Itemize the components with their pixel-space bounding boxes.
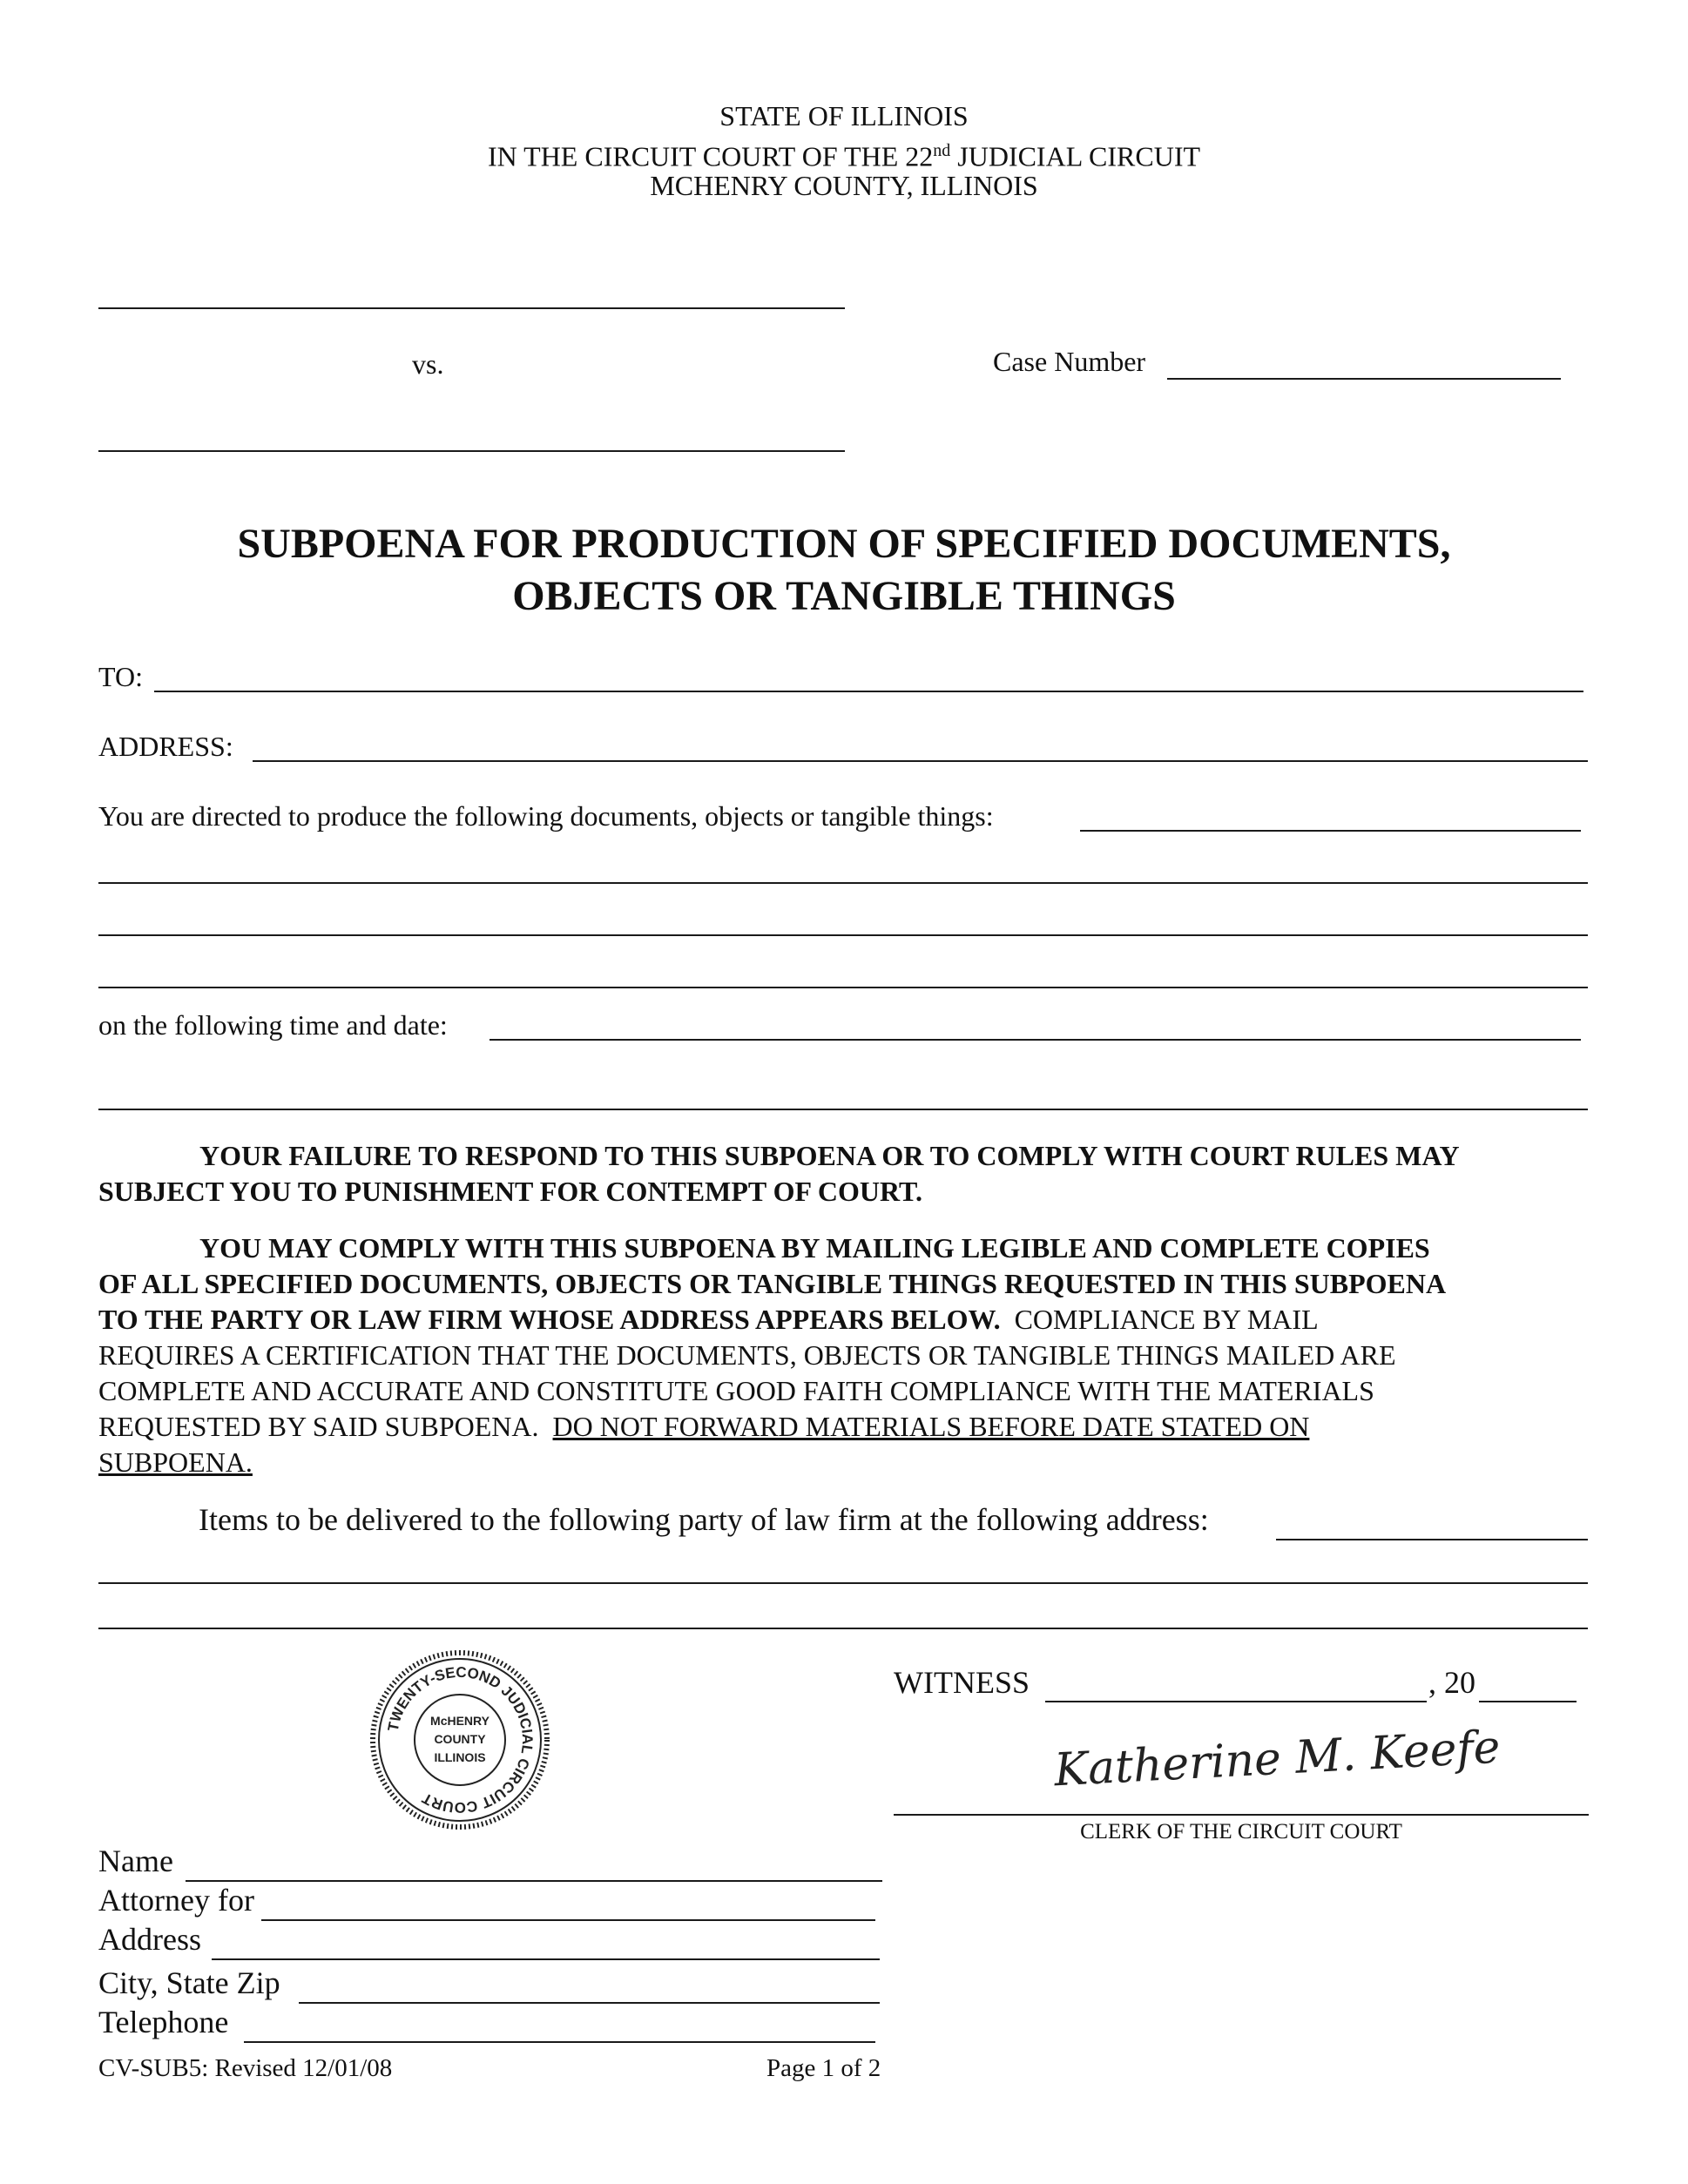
- compliance-line-5: COMPLETE AND ACCURATE AND CONSTITUTE GOOD FAITH COMPLIANCE WITH THE MATERIALS: [98, 1375, 1374, 1406]
- documents-line-4[interactable]: [98, 987, 1588, 988]
- address-label: ADDRESS:: [98, 731, 233, 762]
- compliance-line-6-normal: REQUESTED BY SAID SUBPOENA.: [98, 1411, 539, 1442]
- time-date-label: on the following time and date:: [98, 1009, 448, 1041]
- witness-date-line[interactable]: [1045, 1701, 1427, 1702]
- court-state-heading: STATE OF ILLINOIS: [719, 100, 969, 131]
- court-circuit-heading-pre: IN THE CIRCUIT COURT OF THE 22: [487, 140, 934, 172]
- delivery-line-3[interactable]: [98, 1628, 1588, 1629]
- compliance-line-7-underlined: SUBPOENA.: [98, 1446, 253, 1478]
- document-title-line1: SUBPOENA FOR PRODUCTION OF SPECIFIED DOCUMENTS,: [237, 521, 1451, 567]
- warning-paragraph: [98, 1138, 1597, 1210]
- directed-label: You are directed to produce the following documents, objects or tangible things:: [98, 800, 994, 832]
- documents-line-3[interactable]: [98, 934, 1588, 936]
- delivery-line-1[interactable]: [1276, 1539, 1588, 1540]
- clerk-title: CLERK OF THE CIRCUIT COURT: [1080, 1820, 1402, 1844]
- clerk-signature-line[interactable]: [894, 1814, 1589, 1816]
- court-circuit-heading-post: JUDICIAL CIRCUIT: [950, 140, 1201, 172]
- witness-year-line[interactable]: [1479, 1701, 1577, 1702]
- defendant-line[interactable]: [98, 450, 845, 452]
- compliance-line-4: REQUIRES A CERTIFICATION THAT THE DOCUMENTS, OBJECTS OR TANGIBLE THINGS MAILED ARE: [98, 1339, 1396, 1371]
- seal-center-line1: McHENRY: [430, 1714, 490, 1728]
- court-seal: [368, 1648, 551, 1831]
- clerk-signature: Katherine M. Keefe: [1052, 1721, 1502, 1797]
- witness-year-prefix: , 20: [1428, 1665, 1475, 1700]
- compliance-line-3-normal: COMPLIANCE BY MAIL: [1014, 1304, 1319, 1335]
- attorney-name-label: Name: [98, 1844, 173, 1878]
- court-county-heading: MCHENRY COUNTY, ILLINOIS: [650, 170, 1038, 201]
- seal-center-line2: COUNTY: [434, 1732, 486, 1746]
- attorney-telephone-line[interactable]: [244, 2041, 875, 2043]
- attorney-for-line[interactable]: [261, 1919, 875, 1921]
- compliance-paragraph: [98, 1230, 1597, 1480]
- court-seal-graphic: [368, 1648, 551, 1831]
- time-date-line-2[interactable]: [98, 1109, 1588, 1110]
- document-title-line2: OBJECTS OR TANGIBLE THINGS: [512, 573, 1176, 619]
- delivery-line-2[interactable]: [98, 1582, 1588, 1584]
- attorney-address-label: Address: [98, 1922, 201, 1957]
- seal-center-line3: ILLINOIS: [434, 1750, 486, 1764]
- address-line[interactable]: [253, 760, 1588, 762]
- court-circuit-superscript: nd: [933, 141, 951, 160]
- seal-ring-text: TWENTY-SECOND JUDICIAL CIRCUIT COURT: [384, 1663, 537, 1817]
- plaintiff-line[interactable]: [98, 307, 845, 309]
- warning-line-1: YOUR FAILURE TO RESPOND TO THIS SUBPOENA OR TO COMPLY WITH COURT RULES MAY: [199, 1140, 1460, 1171]
- to-label: TO:: [98, 661, 143, 692]
- attorney-name-line[interactable]: [186, 1880, 882, 1882]
- case-number-label: Case Number: [993, 346, 1146, 377]
- to-line[interactable]: [154, 691, 1583, 692]
- case-number-line[interactable]: [1167, 378, 1561, 380]
- compliance-line-6-underlined: DO NOT FORWARD MATERIALS BEFORE DATE STATED ON: [552, 1411, 1310, 1442]
- attorney-city-line[interactable]: [299, 2002, 880, 2004]
- attorney-city-label: City, State Zip: [98, 1965, 280, 2000]
- attorney-address-line[interactable]: [212, 1958, 880, 1960]
- compliance-bold-line-1: YOU MAY COMPLY WITH THIS SUBPOENA BY MAILING LEGIBLE AND COMPLETE COPIES: [199, 1232, 1430, 1264]
- time-date-line[interactable]: [490, 1039, 1581, 1041]
- attorney-for-label: Attorney for: [98, 1883, 254, 1918]
- delivery-label: Items to be delivered to the following party of law firm at the following address:: [199, 1502, 1209, 1537]
- witness-label: WITNESS: [894, 1665, 1030, 1700]
- attorney-telephone-label: Telephone: [98, 2005, 229, 2039]
- page-number: Page 1 of 2: [766, 2054, 881, 2082]
- warning-line-2: SUBJECT YOU TO PUNISHMENT FOR CONTEMPT OF COURT.: [98, 1176, 922, 1207]
- documents-line-1[interactable]: [1080, 830, 1581, 832]
- form-id: CV-SUB5: Revised 12/01/08: [98, 2054, 393, 2082]
- compliance-bold-line-3: TO THE PARTY OR LAW FIRM WHOSE ADDRESS APPEARS BELOW.: [98, 1304, 1001, 1335]
- compliance-bold-line-2: OF ALL SPECIFIED DOCUMENTS, OBJECTS OR TANGIBLE THINGS REQUESTED IN THIS SUBPOENA: [98, 1268, 1447, 1299]
- documents-line-2[interactable]: [98, 882, 1588, 884]
- vs-label: vs.: [412, 348, 444, 380]
